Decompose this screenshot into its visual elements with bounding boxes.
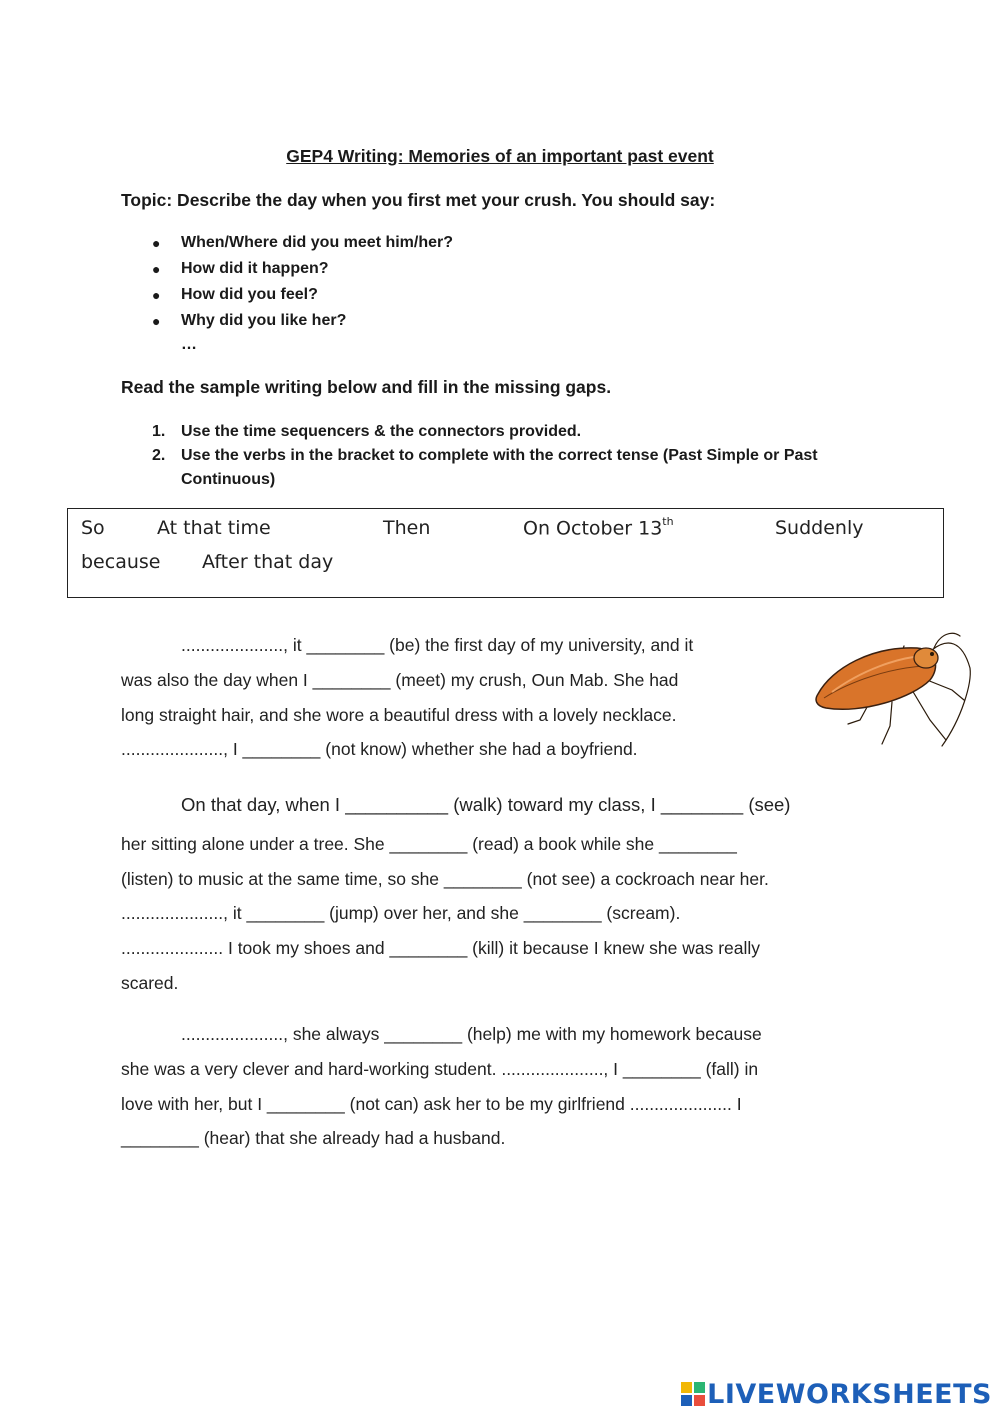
- word-bank-suddenly: Suddenly: [775, 517, 864, 539]
- paragraph-line: love with her, but I ________ (not can) ask her to be my girlfriend ..................... I: [121, 1094, 742, 1114]
- liveworksheets-brand: [681, 1376, 992, 1412]
- paragraph-line: ..................... I took my shoes and ________ (kill) it because I knew she was really: [121, 938, 761, 958]
- topic-text: Topic: Describe the day when you first met your crush. You should say:: [121, 190, 716, 210]
- word-bank-because: because: [81, 551, 161, 573]
- prompt-bullet-list: [152, 233, 453, 337]
- instruction-steps: [152, 420, 901, 492]
- bullet-dot-icon: ●: [152, 287, 161, 303]
- paragraph-line: she was a very clever and hard-working student. ....................., I ________ (fall) in: [121, 1059, 759, 1079]
- word-bank-at-that-time: At that time: [157, 517, 271, 539]
- step-item: 2. Use the verbs in the bracket to complete with the correct tense (Past Simple or Past Continuous): [152, 447, 818, 488]
- paragraph-line: her sitting alone under a tree. She ________ (read) a book while she ________: [121, 834, 737, 854]
- word-bank-box: [67, 508, 944, 598]
- bullet-dot-icon: ●: [152, 235, 161, 251]
- bullet-ellipsis: …: [181, 336, 197, 353]
- paragraph-line: was also the day when I ________ (meet) my crush, Oun Mab. She had: [121, 670, 679, 690]
- bullet-item: ● How did you feel?: [152, 286, 318, 303]
- worksheet-title: GEP4 Writing: Memories of an important past event: [286, 146, 714, 166]
- paragraph-line: scared.: [121, 973, 179, 993]
- instruction-heading: Read the sample writing below and fill in the missing gaps.: [121, 377, 612, 397]
- paragraph-line: On that day, when I __________ (walk) toward my class, I ________ (see): [181, 794, 791, 815]
- paragraph-line: (listen) to music at the same time, so she ________ (not see) a cockroach near her.: [121, 869, 769, 889]
- bullet-item: ● How did it happen?: [152, 260, 329, 277]
- paragraph-line: ....................., it ________ (jump) over her, and she ________ (scream).: [121, 903, 681, 923]
- liveworksheets-logo-icon: [681, 1382, 705, 1406]
- bullet-dot-icon: ●: [152, 313, 161, 329]
- paragraph-line: ....................., I ________ (not know) whether she had a boyfriend.: [121, 739, 638, 759]
- bullet-item: ● When/Where did you meet him/her?: [152, 234, 454, 251]
- word-bank-on-october: On October 13th: [523, 515, 674, 540]
- word-bank-then: Then: [383, 517, 431, 539]
- bullet-dot-icon: ●: [152, 261, 161, 277]
- paragraph-line: ....................., she always ________ (help) me with my homework because: [181, 1024, 762, 1044]
- word-bank-after-that-day: After that day: [202, 551, 334, 573]
- step-item: 1. Use the time sequencers & the connectors provided.: [152, 423, 582, 440]
- cockroach-illustration: [812, 628, 974, 750]
- paragraph-line: ....................., it ________ (be) the first day of my university, and it: [181, 635, 694, 655]
- word-bank-so: So: [81, 517, 105, 539]
- paragraph-line: ________ (hear) that she already had a husband.: [121, 1128, 506, 1148]
- bullet-item: ● Why did you like her?: [152, 312, 347, 329]
- paragraph-line: long straight hair, and she wore a beautiful dress with a lovely necklace.: [121, 705, 677, 725]
- brand-name: LIVEWORKSHEETS: [707, 1378, 992, 1410]
